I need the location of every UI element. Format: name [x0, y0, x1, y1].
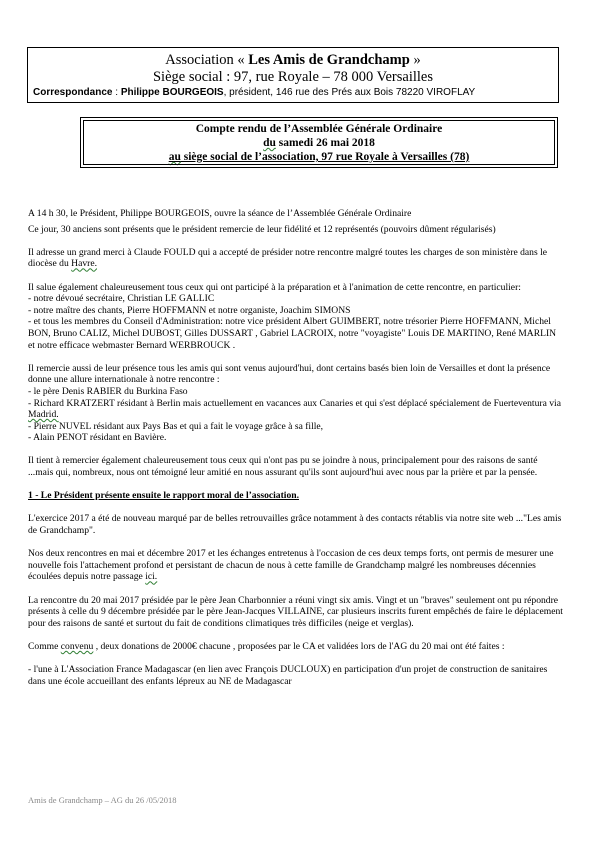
list-item: - et tous les membres du Conseil d'Administration: notre vice président Albert GUIMBERT, notre trésorier Pierre HOFFMANN, Michel BON, Bruno CALIZ, Michel DUBOST, Gilles DUSSART , Gabriel LACROIX, notre "voyagiste" Louis DE MARTINO, René MARLIN et notre efficace webmaster Bernard WERBROUCK . — [28, 316, 557, 351]
list-intro: Il remercie aussi de leur présence tous les amis qui sont venus aujourd'hui, dont certains basés bien loin de Versailles et dont la présence donne une allure internationale à notre rencontre : — [28, 362, 551, 386]
paragraph-meetings — [28, 548, 564, 583]
paragraph-opening: A 14 h 30, le Président, Philippe BOURGEOIS, ouvre la séance de l’Assemblée Générale Ordinaire — [28, 208, 412, 219]
association-address: Siège social : 97, rue Royale – 78 000 Versailles — [152, 69, 433, 85]
list-item: - le père Denis RABIER du Burkina Faso — [28, 385, 188, 397]
paragraph-thanks-attendees — [28, 363, 564, 444]
page-footer: Amis de Grandchamp – AG du 26 /05/2018 — [28, 795, 177, 805]
list-item — [28, 398, 561, 421]
report-title: Compte rendu de l’Assemblée Générale Ordinaire — [195, 123, 443, 135]
paragraph-donations — [28, 641, 564, 653]
correspondence-line — [28, 86, 558, 99]
paragraph-text: Comme — [28, 640, 61, 652]
paragraph-thanks-absent: Il tient à remercier également chaleureusement tous ceux qui n'ont pas pu se joindre à nous, principalement pour des raisons de santé ...mais qui, nombreux, nous ont témoigné leur amitié en nous assurant qu'ils sont aujourd'hui avec nous par la prière et par la pensée. — [28, 455, 538, 479]
paragraph-thanks-organizers — [28, 282, 564, 352]
list-item: - notre dévoué secrétaire, Christian LE GALLIC — [28, 293, 215, 305]
list-intro: Il salue également chaleureusement tous ceux qui ont participé à la préparation et à l'animation de cette rencontre, en particulier: — [28, 281, 521, 293]
list-item-text-flagged: Madrid. — [28, 409, 59, 421]
location-prefix: au — [168, 151, 181, 163]
title-suffix: » — [409, 52, 421, 68]
correspondence-name: Philippe BOURGEOIS — [120, 87, 224, 98]
section-heading-moral-report: 1 - Le Président présente ensuite le rapport moral de l’association. — [28, 490, 299, 502]
list-item: - Alain PENOT résidant en Bavière. — [28, 432, 167, 444]
location-value: siège social de l’association, 97 rue Royale à Versailles (78) — [180, 151, 470, 163]
paragraph-exercise-2017: L'exercice 2017 a été de nouveau marqué par de belles retrouvailles grâce notamment à des contacts rétablis via notre site web ..."Les amis de Grandchamp". — [28, 513, 562, 537]
list-item: - Pierre NUVEL résidant aux Pays Bas et qui a fait le voyage grâce à sa fille, — [28, 420, 324, 432]
association-header — [27, 47, 559, 103]
paragraph-text-flagged: ici. — [145, 571, 158, 583]
association-name: Les Amis de Grandchamp — [248, 52, 410, 68]
paragraph-text: , deux donations de 2000€ chacune , proposées par le CA et validées lors de l'AG du 20 mai ont été faites : — [93, 640, 505, 652]
correspondence-details: , président, 146 rue des Prés aux Bois 78220 VIROFLAY — [223, 87, 476, 98]
paragraph-text: Nos deux rencontres en mai et décembre 2017 et les échanges entretenus à l'occasion de ces deux temps forts, ont permis de mesurer une nouvelle fois l'attachement profond et persistant de chacun de nous à cette famille de Grandchamp malgré les nombreuses décennies écoulées depuis notre passage — [28, 548, 554, 583]
report-body — [28, 208, 564, 699]
paragraph-attendance: Ce jour, 30 anciens sont présents que le président remercie de leur fidélité et 12 représentés (pouvoirs dûment régularisés) — [28, 223, 496, 235]
report-title-box — [80, 117, 558, 168]
paragraph-donation-madagascar: - l'une à L'Association France Madagascar (en lien avec François DUCLOUX) en participation d'un projet de construction de sanitaires dans une école accueillant des enfants lépreux au NE de Madagascar — [28, 664, 548, 687]
correspondence-separator: : — [112, 87, 121, 98]
title-prefix: Association « — [165, 52, 249, 68]
date-value: samedi 26 mai 2018 — [275, 137, 375, 149]
list-item: - notre maître des chants, Pierre HOFFMANN et notre organiste, Joachim SIMONS — [28, 304, 351, 316]
correspondence-label: Correspondance — [33, 87, 113, 98]
list-item-text: - Richard KRATZERT résidant à Berlin mais actuellement en vacances aux Canaries et qui s'est déplacé spécialement de Fuerteventura via — [28, 397, 561, 409]
date-prefix: du — [263, 137, 276, 149]
paragraph-text: Il adresse un grand merci à Claude FOULD qui a accepté de présider notre rencontre malgré toutes les charges de son ministère dans le diocèse du — [28, 246, 548, 270]
paragraph-meeting-details: La rencontre du 20 mai 2017 présidée par le père Jean Charbonnier a réuni vingt six amis. Vingt et un "braves" seulement ont pu répondre présents à celle du 9 décembre présidée par le père Jean-Jacques VILLAINE, car plusieurs inscrits furent empêchés de faire le déplacement pour des raisons de santé et surtout du fait de conditions climatiques très difficiles (neige et verglas). — [28, 594, 563, 629]
paragraph-text-flagged: convenu — [60, 640, 94, 652]
report-location — [81, 150, 557, 164]
association-title — [28, 52, 558, 69]
report-date — [81, 136, 557, 150]
paragraph-text-flagged: Havre. — [71, 258, 98, 270]
paragraph-thanks-president — [28, 247, 564, 270]
